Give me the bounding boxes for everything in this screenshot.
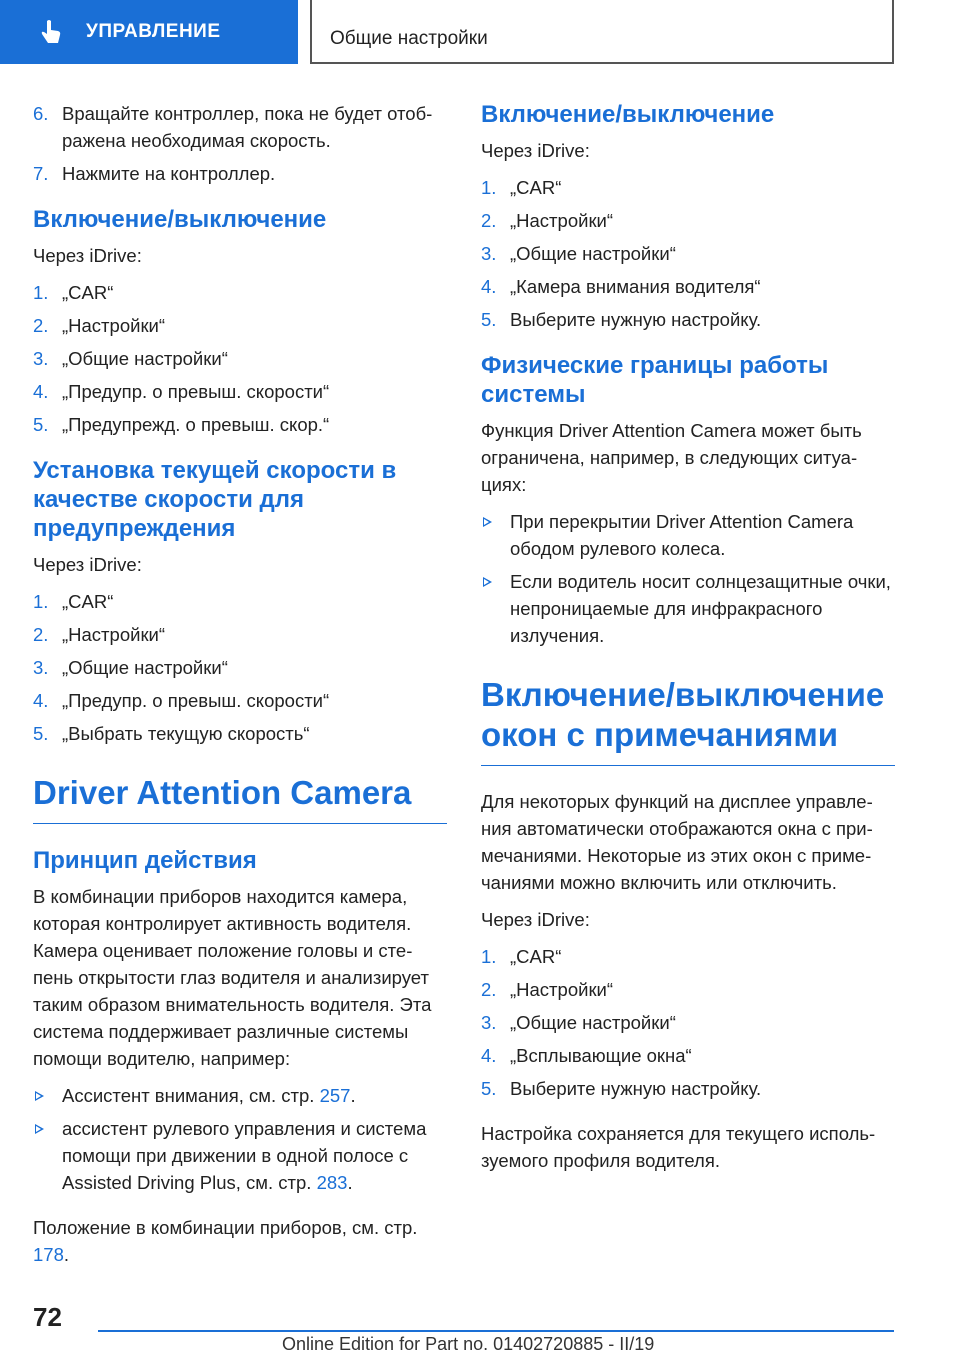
page-link[interactable]: 178: [33, 1244, 64, 1265]
body-text: Для некоторых функций на дисплее управле-ния автоматически отображаются окна с при-мечаниями. Некоторые из этих окон с приме-чаниями можно включить или отключить.: [481, 791, 873, 893]
chapter-title-block: [481, 675, 895, 766]
list-item: 3. „Общие настройки“: [33, 348, 228, 369]
footer-divider: [98, 1330, 894, 1332]
footer-edition: Online Edition for Part no. 01402720885 - II/19: [282, 1334, 655, 1354]
steps-list: [481, 174, 895, 333]
list-item: При перекрытии Driver Attention Camera ободом рулевого колеса.: [481, 508, 895, 562]
section-heading: Установка текущей скорости в качестве скорости для предупреждения: [33, 457, 397, 542]
section-heading: Включение/выключение: [481, 101, 775, 128]
list-item: 7. Нажмите на контроллер.: [33, 163, 276, 184]
list-item: 1. „CAR“: [481, 946, 562, 967]
intro-text: Через iDrive:: [33, 245, 142, 266]
list-item: 2. „Настройки“: [33, 624, 166, 645]
triangle-bullet-icon: [35, 1124, 44, 1134]
page-number: 72: [33, 1302, 62, 1332]
header-section: [310, 0, 894, 64]
header-tab[interactable]: [0, 0, 298, 64]
steps-list: [481, 943, 895, 1102]
continued-steps: [33, 100, 447, 187]
list-item: ассистент рулевого управления и система помощи при движении в одной полосе с Assisted Driving Plus, см. стр. 283.: [33, 1115, 447, 1196]
section-heading: Включение/выключение: [33, 206, 327, 233]
steps-list: [33, 588, 447, 747]
left-column: [33, 100, 447, 1278]
list-item: 4. „Всплывающие окна“: [481, 1045, 692, 1066]
section-title: Общие настройки: [330, 28, 488, 49]
intro-text: Через iDrive:: [481, 909, 590, 930]
list-item: 2. „Настройки“: [33, 315, 166, 336]
list-item: 5. Выберите нужную настройку.: [481, 309, 762, 330]
section-heading: Принцип действия: [33, 847, 257, 874]
intro-text: Через iDrive:: [481, 140, 590, 161]
body-text: Функция Driver Attention Camera может быть ограничена, например, в следующих ситуа-циях:: [481, 420, 862, 495]
page-link[interactable]: 283: [316, 1172, 348, 1193]
header-tab-label: УПРАВЛЕНИЕ: [86, 21, 221, 42]
chapter-title: Driver Attention Camera: [33, 774, 412, 811]
page-link[interactable]: 257: [319, 1085, 351, 1106]
right-column: [481, 100, 895, 1184]
section-heading: Физические границы работы системы: [481, 352, 829, 408]
list-item: 4. „Предупр. о превыш. скорости“: [33, 690, 330, 711]
list-item: 5. „Предупрежд. о превыш. скор.“: [33, 414, 330, 435]
chapter-title: Включение/выключение окон с примечаниями: [481, 676, 885, 753]
list-item: 3. „Общие настройки“: [33, 657, 228, 678]
list-item: 4. „Предупр. о превыш. скорости“: [33, 381, 330, 402]
intro-text: Через iDrive:: [33, 554, 142, 575]
chapter-title-block: [33, 773, 447, 824]
body-text: В комбинации приборов находится камера, которая контролирует активность водителя. Камера оценивает положение головы и сте-пень открытости глаз водителя и анализирует таким образом внимательность водителя. Эта система поддерживает различные системы помощи водителю, например:: [33, 886, 432, 1069]
steps-list: [33, 279, 447, 438]
bullet-list: [481, 508, 895, 649]
list-item: 1. „CAR“: [33, 282, 114, 303]
hand-pointer-icon: [40, 19, 62, 45]
list-item: 1. „CAR“: [33, 591, 114, 612]
list-item: 3. „Общие настройки“: [481, 243, 676, 264]
list-item: 6. Вращайте контроллер, пока не будет отоб-ражена необходимая скорость.: [33, 103, 433, 151]
list-item: 4. „Камера внимания водителя“: [481, 276, 761, 297]
list-item: Если водитель носит солнцезащитные очки, непроницаемые для инфракрасного излучения.: [481, 568, 895, 649]
bullet-list: [33, 1082, 447, 1196]
list-item: 1. „CAR“: [481, 177, 562, 198]
triangle-bullet-icon: [35, 1091, 44, 1101]
list-item: 5. „Выбрать текущую скорость“: [33, 723, 310, 744]
list-item: 2. „Настройки“: [481, 979, 614, 1000]
body-text: Настройка сохраняется для текущего исполь-зуемого профиля водителя.: [481, 1123, 876, 1171]
triangle-bullet-icon: [483, 517, 492, 527]
list-item: 5. Выберите нужную настройку.: [481, 1078, 762, 1099]
triangle-bullet-icon: [483, 577, 492, 587]
list-item: Ассистент внимания, см. стр. 257.: [33, 1082, 447, 1109]
list-item: 3. „Общие настройки“: [481, 1012, 676, 1033]
list-item: 2. „Настройки“: [481, 210, 614, 231]
body-text: Положение в комбинации приборов, см. стр. 178.: [33, 1217, 418, 1265]
